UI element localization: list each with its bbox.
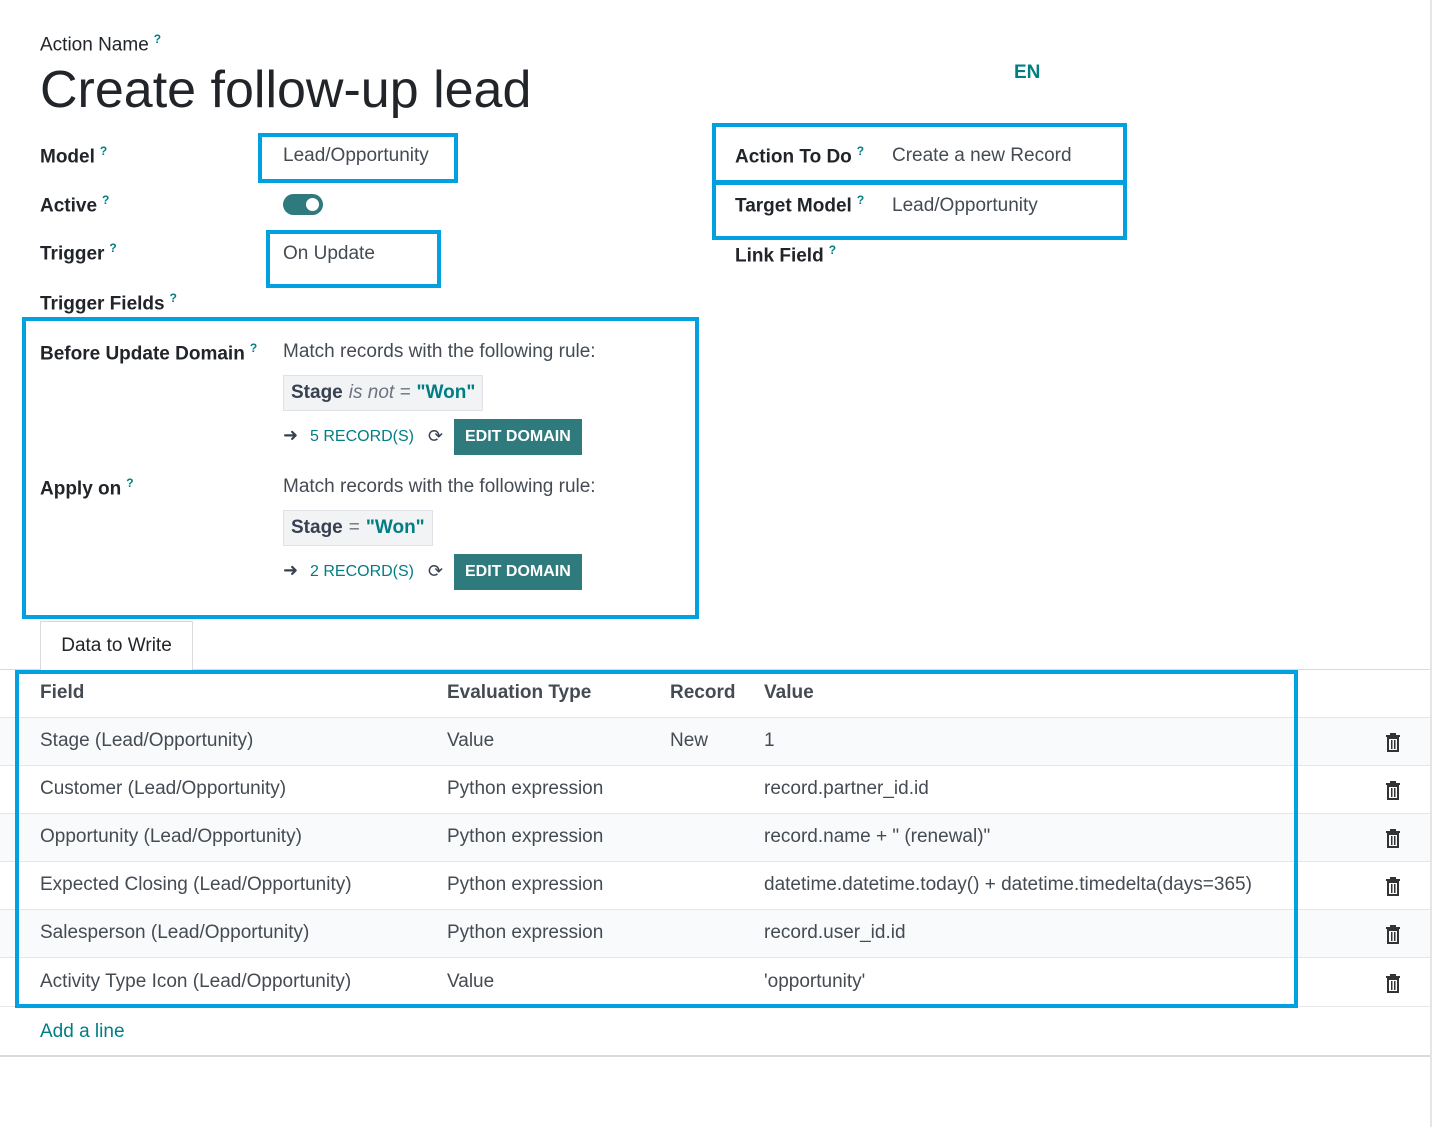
column-header-field[interactable]: Field	[40, 682, 85, 703]
apply-on-label: Apply on ?	[40, 476, 134, 500]
active-toggle[interactable]	[283, 194, 323, 215]
domain-field: Stage	[291, 382, 343, 403]
action-to-do-label: Action To Do ?	[735, 144, 865, 168]
cell-evaluation-type[interactable]: Python expression	[447, 778, 604, 799]
trash-icon[interactable]	[1385, 732, 1401, 752]
help-icon[interactable]: ?	[109, 241, 117, 255]
trash-icon[interactable]	[1385, 924, 1401, 944]
cell-value[interactable]: record.name + " (renewal)"	[764, 826, 991, 847]
cell-field[interactable]: Expected Closing (Lead/Opportunity)	[40, 874, 352, 895]
trash-icon[interactable]	[1385, 876, 1401, 896]
help-icon[interactable]: ?	[828, 243, 837, 257]
help-icon[interactable]: ?	[126, 476, 134, 490]
trigger-fields-label: Trigger Fields ?	[40, 291, 177, 315]
help-icon[interactable]: ?	[99, 144, 108, 158]
cell-field[interactable]: Activity Type Icon (Lead/Opportunity)	[40, 971, 352, 992]
highlight-box	[712, 123, 1127, 184]
records-count-link[interactable]: 5 RECORD(S)	[310, 428, 415, 445]
help-icon[interactable]: ?	[856, 193, 865, 207]
edit-domain-button[interactable]: EDIT DOMAIN	[454, 419, 582, 455]
page-title[interactable]: Create follow-up lead	[40, 61, 532, 119]
cell-field[interactable]: Customer (Lead/Opportunity)	[40, 778, 287, 799]
domain-field: Stage	[291, 517, 343, 538]
help-icon[interactable]: ?	[102, 193, 110, 207]
arrow-right-icon: ➜	[283, 425, 299, 445]
domain-rule-text: Match records with the following rule:	[283, 341, 596, 362]
column-header-evaluation-type[interactable]: Evaluation Type	[447, 682, 592, 703]
trigger-field[interactable]: On Update	[283, 243, 375, 264]
cell-field[interactable]: Stage (Lead/Opportunity)	[40, 730, 254, 751]
domain-rule-text: Match records with the following rule:	[283, 476, 596, 497]
cell-value[interactable]: datetime.datetime.today() + datetime.timedelta(days=365)	[764, 874, 1252, 895]
cell-evaluation-type[interactable]: Value	[447, 730, 495, 751]
cell-record[interactable]: New	[670, 730, 709, 751]
language-button[interactable]: EN	[1014, 62, 1041, 83]
domain-operator: =	[348, 517, 360, 538]
domain-value: "Won"	[365, 517, 425, 538]
cell-field[interactable]: Salesperson (Lead/Opportunity)	[40, 922, 310, 943]
link-field-label: Link Field ?	[735, 243, 837, 267]
tab-data-to-write[interactable]: Data to Write	[40, 621, 193, 670]
model-label: Model ?	[40, 144, 108, 168]
arrow-right-icon: ➜	[283, 560, 299, 580]
domain-value: "Won"	[416, 382, 476, 403]
cell-field[interactable]: Opportunity (Lead/Opportunity)	[40, 826, 302, 847]
before-update-domain-label: Before Update Domain ?	[40, 341, 258, 365]
target-model-field[interactable]: Lead/Opportunity	[892, 195, 1038, 216]
cell-value[interactable]: record.partner_id.id	[764, 778, 929, 799]
highlight-box	[258, 133, 458, 183]
cell-value[interactable]: record.user_id.id	[764, 922, 906, 943]
column-header-value[interactable]: Value	[764, 682, 814, 703]
records-count-link[interactable]: 2 RECORD(S)	[310, 563, 415, 580]
help-icon[interactable]: ?	[169, 291, 177, 305]
highlight-box	[266, 230, 441, 288]
highlight-box	[712, 181, 1127, 240]
cell-evaluation-type[interactable]: Python expression	[447, 874, 604, 895]
cell-value[interactable]: 1	[764, 730, 775, 751]
cell-evaluation-type[interactable]: Python expression	[447, 922, 604, 943]
cell-evaluation-type[interactable]: Python expression	[447, 826, 604, 847]
trigger-label: Trigger ?	[40, 241, 117, 265]
highlight-box	[22, 317, 699, 619]
highlight-box	[15, 670, 1298, 1008]
toggle-knob	[306, 198, 319, 211]
active-label: Active ?	[40, 193, 110, 217]
cell-evaluation-type[interactable]: Value	[447, 971, 495, 992]
refresh-icon[interactable]: ⟳	[428, 561, 444, 581]
refresh-icon[interactable]: ⟳	[428, 426, 444, 446]
trash-icon[interactable]	[1385, 828, 1401, 848]
help-icon[interactable]: ?	[153, 32, 162, 46]
target-model-label: Target Model ?	[735, 193, 865, 217]
trash-icon[interactable]	[1385, 973, 1401, 993]
domain-operator: is not =	[348, 382, 411, 403]
model-field[interactable]: Lead/Opportunity	[283, 145, 429, 166]
column-header-record[interactable]: Record	[670, 682, 736, 703]
add-line-link[interactable]: Add a line	[40, 1021, 125, 1042]
help-icon[interactable]: ?	[856, 144, 865, 158]
help-icon[interactable]: ?	[249, 341, 258, 355]
trash-icon[interactable]	[1385, 780, 1401, 800]
edit-domain-button[interactable]: EDIT DOMAIN	[454, 554, 582, 590]
table-bottom-border	[0, 1055, 1430, 1057]
action-name-label: Action Name ?	[40, 32, 162, 56]
action-to-do-field[interactable]: Create a new Record	[892, 145, 1072, 166]
cell-value[interactable]: 'opportunity'	[764, 971, 866, 992]
